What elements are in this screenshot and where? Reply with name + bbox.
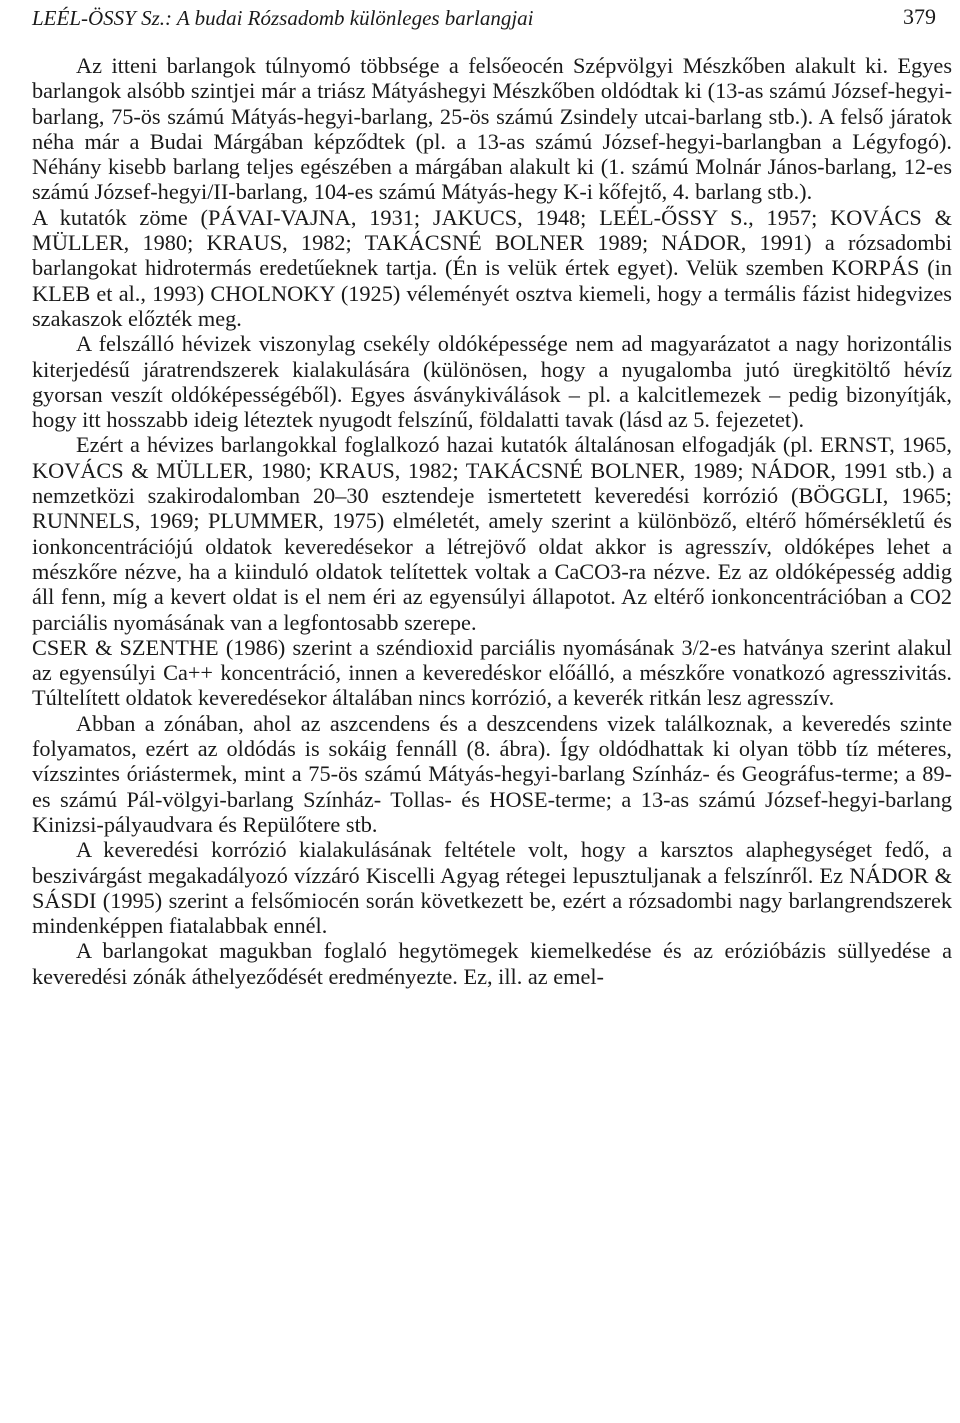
paragraph-mixing-zone: Abban a zónában, ahol az aszcendens és a deszcendens vizek találkoznak, a keveredés szinte folyamatos, ezért az oldódás is sokáig fennáll (8. ábra). Így oldódhattak ki olyan több tíz méteres, vízszintes óriástermek, mint a 75-ös számú Mátyás-hegyi-barlang Színház- és Geográfus-terme; a 89-es számú Pál-völgyi-barlang Színház- Tollas- és HOSE-terme; a 13-as számú József-hegyi-barlang Kinizsi-pályaudvara és Repülőtere stb. <box>32 710 952 837</box>
body-text <box>32 53 952 989</box>
page-number: 379 <box>903 4 936 29</box>
paragraph-kiscelli-clay: A keveredési korrózió kialakulásának feltétele volt, hogy a karsztos alaphegységet fedő, a beszivárgást megakadályozó vízzáró Kiscelli Agyag rétegei lepusztuljanak a felszínről. Ez NÁDOR & SÁSDI (1995) szerint a felsőmiocén során következett be, ezért a rózsadombi nagy barlangrendszerek mindenképpen fiatalabbak ennél. <box>32 837 952 939</box>
paragraph-mixing-corrosion: Ezért a hévizes barlangokkal foglalkozó hazai kutatók általánosan elfogadják (pl. ERNST, 1965, KOVÁCS & MÜLLER, 1980; KRAUS, 1982; TAKÁCSNÉ BOLNER, 1989; NÁDOR, 1991 stb.) a nemzetközi szakirodalomban 20–30 esztendeje ismertetett keveredési korrózió (BÖGGLI, 1965; RUNNELS, 1969; PLUMMER, 1975) elméletét, amely szerint a különböző, eltérő hőmérsékletű és ionkoncentrációjú oldatok keveredésekor a létrejövő oldat akkor is agresszív, oldóképes lehet a mészkőre nézve, ha a kiinduló oldatok telítettek voltak a CaCO3-ra nézve. Ez az oldóképesség addig áll fenn, míg a kevert oldat is el nem éri az egyensúlyi állapotot. Az eltérő ionkoncentrációban a CO2 parciális nyomásának van a legfontosabb szerepe. <box>32 432 952 635</box>
paragraph-lithology: Az itteni barlangok túlnyomó többsége a felsőeocén Szépvölgyi Mészkőben alakult ki. Egyes barlangok alsóbb szintjei már a triász Mátyáshegyi Mészkőben oldódtak ki (13-as számú József-hegyi-barlang, 75-ös számú Mátyás-hegyi-barlang, 25-ös számú Zsindely utcai-barlang stb.). A felső járatok néha már a Budai Márgában képződtek (pl. a 13-as számú József-hegyi-barlangban a Légyfogó). Néhány kisebb barlang teljes egészében a márgában alakult ki (1. számú Molnár János-barlang, 12-es számú József-hegyi/II-barlang, 104-es számú Mátyás-hegy K-i kőfejtő, 4. barlang stb.). <box>32 53 952 205</box>
paragraph-co2-pressure: CSER & SZENTHE (1986) szerint a széndioxid parciális nyomásának 3/2-es hatványa szerint alakul az egyensúlyi Ca++ koncentráció, innen a keveredéskor előálló, a mészkőre vonatkozó agresszivitás. Túltelített oldatok keveredésekor általában nincs korrózió, a keverék ritkán lesz agresszív. <box>32 634 952 711</box>
running-title: LEÉL-ÖSSY Sz.: A budai Rózsadomb különleges barlangjai <box>32 6 534 30</box>
paragraph-uplift: A barlangokat magukban foglaló hegytömegek kiemelkedése és az erózióbázis süllyedése a keveredési zónák áthelyeződését eredményezte. Ez, ill. az emel- <box>32 938 952 989</box>
paragraph-thermal-waters: A felszálló hévizek viszonylag csekély oldóképessége nem ad magyarázatot a nagy horizontális kiterjedésű járatrendszerek kialakulására (különösen, hogy a nyugalomba jutó üregkitöltő hévíz gyorsan veszít oldóképességéből). Egyes ásványkiválások – pl. a kalcitlemezek – pedig bizonyítják, hogy itt hosszabb ideig léteztek nyugodt felszínű, földalatti tavak (lásd az 5. fejezetet). <box>32 331 952 433</box>
paragraph-researchers: A kutatók zöme (PÁVAI-VAJNA, 1931; JAKUCS, 1948; LEÉL-ŐSSY S., 1957; KOVÁCS & MÜLLER, 1980; KRAUS, 1982; TAKÁCSNÉ BOLNER 1989; NÁDOR, 1991) a rózsadombi barlangokat hidrotermás eredetűeknek tartja. (Én is velük értek egyet). Velük szemben KORPÁS (in KLEB et al., 1993) CHOLNOKY (1925) véleményét osztva kiemeli, hogy a termális fázist hidegvizes szakaszok előzték meg. <box>32 204 952 331</box>
running-header <box>32 4 936 34</box>
